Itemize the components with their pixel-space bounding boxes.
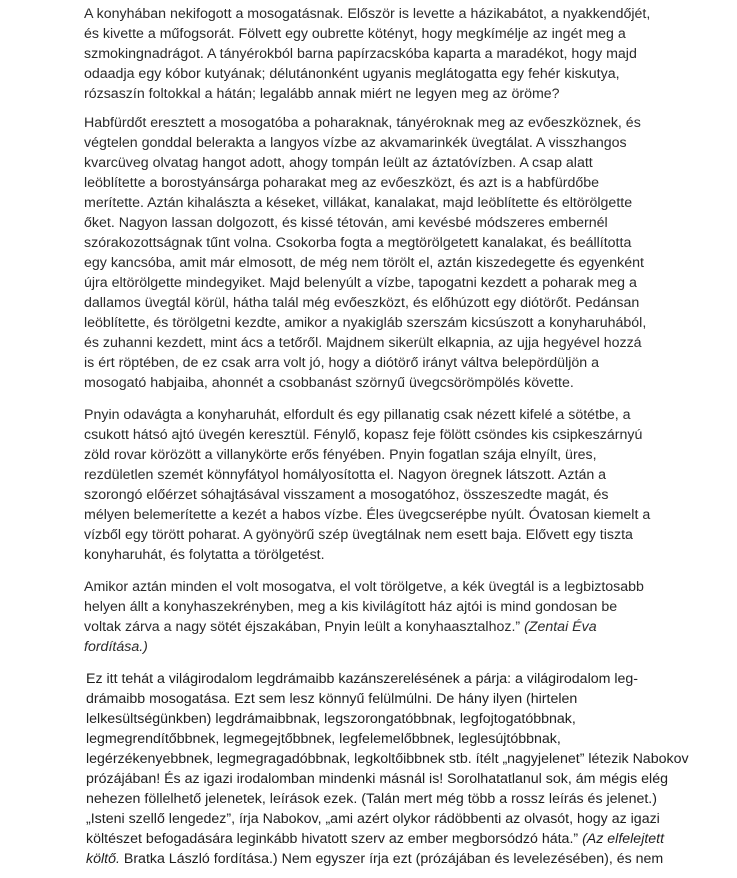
- text-line: nehezen föllelhető jelenetek, leírások ezek. (Talán mert még több a rossz leírás és jelenet.): [86, 791, 657, 807]
- text-line: rezdületlen szemét könnyfátyol homályosította el. Nagyon öregnek látszott. Aztán a: [84, 467, 607, 483]
- text-line: is ért röptében, de ez csak arra volt jó, hogy a diótörő irányt váltva belepördüljön a: [84, 355, 599, 371]
- text-span: Bratka László fordítása.) Nem egyszer írja ezt (prózájában és levelezésében), és nem: [119, 851, 664, 867]
- text-line: legmegrendítőbbnek, legmegejtőbbnek, legfelemelőbbnek, leglesújtóbbnak,: [86, 731, 561, 747]
- text-line: konyharuhát, és folytatta a törölgetést.: [84, 547, 325, 563]
- text-line: [84, 637, 148, 657]
- text-line: prózájában! És az igazi irodalomban mindenki másnál is! Sorolhatatlanul sok, ám mégis elég: [86, 771, 668, 787]
- translator-credit: (Zentai Éva: [524, 619, 597, 635]
- text-line: A konyhában nekifogott a mosogatásnak. Először is levette a házikabátot, a nyakkendőjét,: [84, 6, 651, 22]
- text-line: helyen állt a konyhaszekrényben, meg a kis kivilágított ház ajtói is mind gondosan be: [84, 599, 618, 615]
- text-line: odaadja egy kóbor kutyának; délutánonként ugyanis meglátogatta egy fehér kiskutya,: [84, 66, 620, 82]
- text-line: drámaibb mosogatása. Ezt sem lesz könnyű felülmúlni. De hány ilyen (hirtelen: [86, 691, 578, 707]
- text-line: merítette. Aztán kihalászta a késeket, villákat, kanalakat, majd leöblítette és eltörölgette: [84, 195, 633, 211]
- text-line: szmokingnadrágot. A tányérokból barna papírzacskóba kaparta a maradékot, hogy majd: [84, 46, 637, 62]
- text-line: és kivette a műfogsorát. Fölvett egy oubrette kötényt, hogy megkímélje az ingét meg a: [84, 26, 626, 42]
- text-line: „Isteni szellő lengedez”, írja Nabokov, „ami azért olykor rádöbbenti az olvasót, hogy az igazi: [86, 811, 660, 827]
- text-line: Amikor aztán minden el volt mosogatva, el volt törölgetve, a kék üvegtál is a legbiztosabb: [84, 579, 644, 595]
- text-line: legérzékenyebbnek, legmegragadóbbnak, legkoltőibbnek stb. ítélt „nagyjelenet” létezik Nabokov: [86, 751, 689, 767]
- text-line: egy kancsóba, amit már elmosott, de még nem törölt el, aztán kiszedegette és egyenként: [84, 255, 644, 271]
- text-line: [86, 849, 663, 869]
- text-line: Pnyin odavágta a konyharuhát, elfordult és egy pillanatig csak nézett kifelé a sötétbe, a: [84, 407, 631, 423]
- translator-credit: fordítása.): [84, 639, 148, 655]
- text-line: leöblítette, és törölgetni kezdte, amikor a nyakigláb szerszám kicsúszott a konyharuhából,: [84, 315, 647, 331]
- text-line: zöld rovar körözött a villanykörte erős fényében. Pnyin fogatlan szája elnyílt, üres,: [84, 447, 597, 463]
- text-line: őket. Nagyon lassan dolgozott, és kissé tétován, ami kevésbé módszeres embernél: [84, 215, 608, 231]
- text-line: Habfürdőt eresztett a mosogatóba a poharaknak, tányéroknak meg az evőeszköznek, és: [84, 115, 641, 131]
- text-line: újra eltörölgette mindegyiket. Majd belenyúlt a vízbe, tapogatni kezdett a poharak meg a: [84, 275, 637, 291]
- text-line: csukott hátsó ajtó üvegén keresztül. Fénylő, kopasz feje fölött csöndes kis csipkeszárnyú: [84, 427, 643, 443]
- text-line: szorongó előérzet sóhajtásával visszament a mosogatóhoz, összeszedte magát, és: [84, 487, 609, 503]
- text-line: mosogató habjaiba, ahonnét a csobbanást szörnyű üvegcsörömpölés követte.: [84, 375, 574, 391]
- text-span: költészet befogadására leginkább hivatott szerv az ember megborsódzó háta.”: [86, 831, 583, 847]
- text-line: leöblítette a borostyánsárga poharakat meg az evőeszközt, és azt is a habfürdőbe: [84, 175, 600, 191]
- text-span: voltak zárva a nagy sötét éjszakában, Pnyin leült a konyhaasztalhoz.”: [84, 619, 525, 635]
- text-line: [86, 829, 664, 849]
- text-line: vízből egy törött poharat. A gyönyörű szép üvegtálnak nem esett baja. Elővett egy tiszta: [84, 527, 633, 543]
- text-line: lelkesültségünkben) legdrámaibbnak, legszorongatóbbnak, legfojtogatóbbnak,: [86, 711, 576, 727]
- text-line: [84, 617, 597, 637]
- source-credit: (Az elfelejtett: [582, 831, 665, 847]
- source-credit: költő.: [86, 851, 120, 867]
- text-line: dallamos üvegtál körül, hátha talál még evőeszközt, és előhúzott egy diótörőt. Pedánsan: [84, 295, 640, 311]
- text-line: szórakozottságnak tűnt volna. Csokorba fogta a megtörölgetett kanalakat, és beállította: [84, 235, 632, 251]
- text-line: mélyen belemerítette a kezét a habos vízbe. Éles üvegcserépbe nyúlt. Óvatosan kiemelt a: [84, 507, 651, 523]
- text-line: és zuhanni kezdett, mint ács a tetőről. Majdnem sikerült elkapnia, az ujja hegyével hozzá: [84, 335, 642, 351]
- text-line: Ez itt tehát a világirodalom legdrámaibb kazánszerelésének a párja: a világirodalom leg-: [86, 671, 639, 687]
- text-line: végtelen gonddal belerakta a langyos vízbe az akvamarinkék üvegtálat. A visszhangos: [84, 135, 627, 151]
- text-line: rózsaszín foltokkal a hátán; legalább annak miért ne legyen meg az öröme?: [84, 86, 560, 102]
- text-line: kvarcüveg olvatag hangot adott, ahogy tompán leült az áztatóvízben. A csap alatt: [84, 155, 593, 171]
